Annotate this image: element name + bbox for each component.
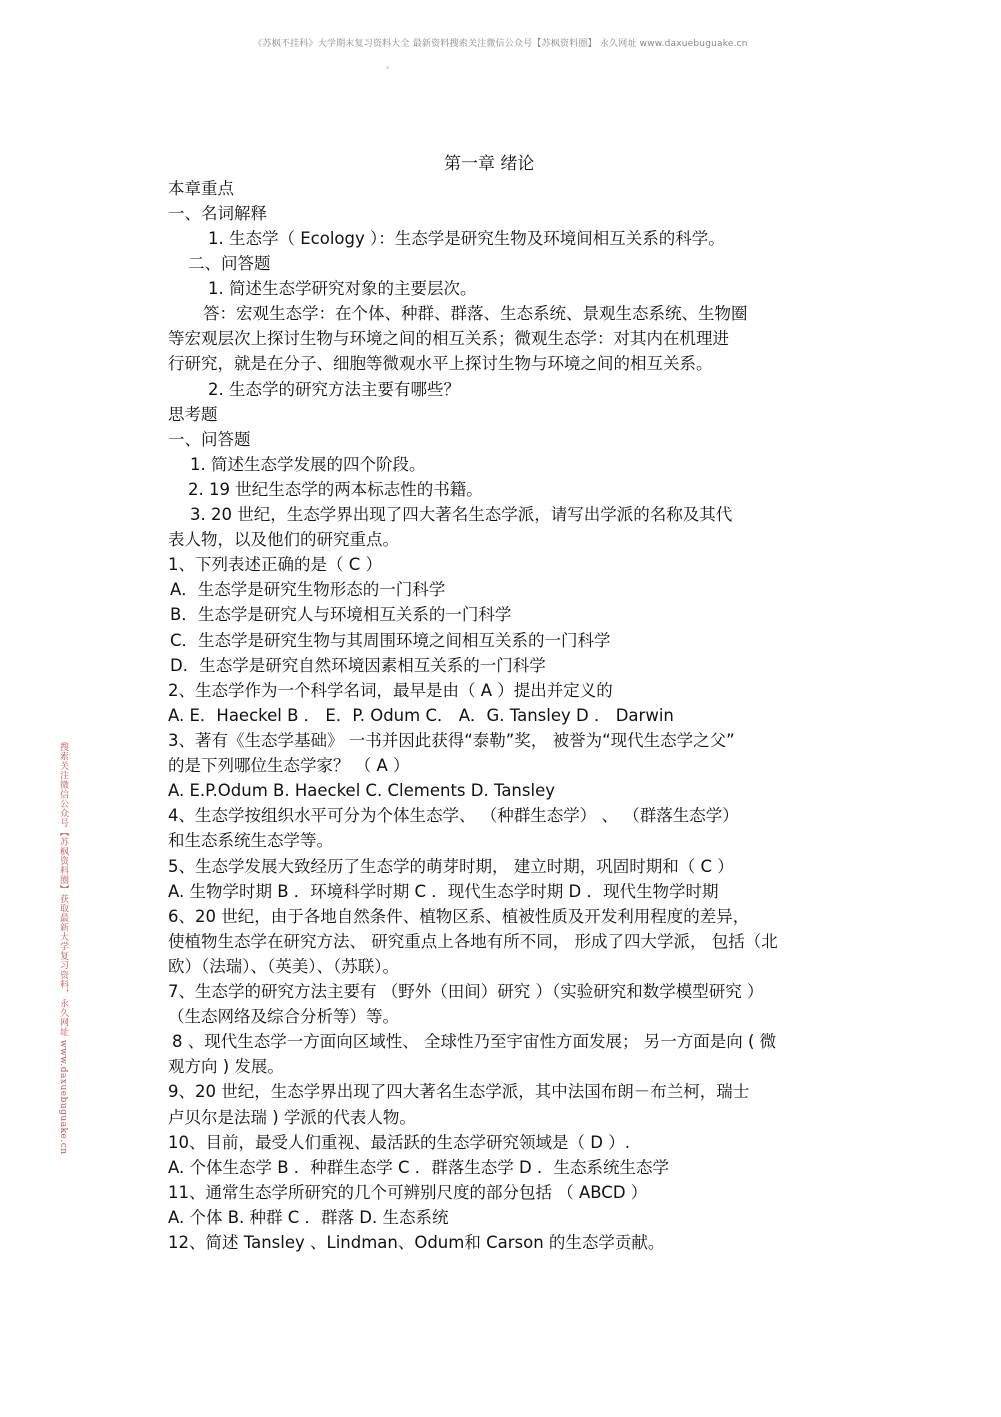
option-line: A. 生物学时期 B ．环境科学时期 C ．现代生态学时期 D ．现代生物学时期 [168,882,719,901]
text-line: 3. 20 世纪，生态学界出现了四大著名生态学派，请写出学派的名称及其代 [190,505,733,524]
subsection-heading: 一、名词解释 [168,204,267,223]
question-line: 7、生态学的研究方法主要有 （野外（田间）研究 ）（实验研究和数学模型研究 ） [168,982,764,1001]
question-line: （生态网络及综合分析等）等。 [168,1007,399,1026]
question-line: 2、生态学作为一个科学名词，最早是由（ A ）提出并定义的 [168,681,613,700]
question-line: 10、目前，最受人们重视、最活跃的生态学研究领域是（ D ）. [168,1133,630,1152]
question-line: 4、生态学按组织水平可分为个体生态学、 （种群生态学） 、 （群落生态学） [168,806,739,825]
question-line: 11、通常生态学所研究的几个可辨别尺度的部分包括 （ ABCD ） [168,1183,648,1202]
text-line: 1. 简述生态学发展的四个阶段。 [190,455,426,474]
option-line: B．生态学是研究人与环境相互关系的一门科学 [170,605,512,624]
option-line: A. E.P.Odum B. Haeckel C. Clements D. Tansley [168,781,555,800]
chapter-title: 第一章 绪论 [444,154,535,174]
text-line: 表人物，以及他们的研究重点。 [168,530,399,549]
side-watermark: 搜索关注微信公众号【苏枫资料圈】获取最新大学复习资料，永久网址 www.daxuebuguake.cn [58,742,68,1155]
text-line: 2. 19 世纪生态学的两本标志性的书籍。 [188,480,483,499]
subsection-heading: 二、问答题 [188,254,271,273]
question-line: 的是下列哪位生态学家？ （ A ） [168,756,410,775]
question-line: 使植物生态学在研究方法、 研究重点上各地有所不同， 形成了四大学派， 包括（北 [168,932,778,951]
question-line: 3、著有《生态学基础》 一书并因此获得“泰勒”奖， 被誉为“现代生态学之父” [168,731,735,750]
question-line: 5、生态学发展大致经历了生态学的萌芽时期， 建立时期，巩固时期和（ C ） [168,857,734,876]
question-line: 8 、现代生态学一方面向区域性、 全球性乃至宇宙性方面发展； 另一方面是向 ( 微 [172,1032,777,1051]
option-line: D．生态学是研究自然环境因素相互关系的一门科学 [170,656,546,675]
question-line: 观方向 ) 发展。 [168,1057,284,1076]
option-line: A. 个体生态学 B ．种群生态学 C ．群落生态学 D ．生态系统生态学 [168,1158,670,1177]
option-line: A. 个体 B. 种群 C ．群落 D. 生态系统 [168,1208,449,1227]
option-line: C．生态学是研究生物与其周围环境之间相互关系的一门科学 [170,631,611,650]
text-line: 答：宏观生态学：在个体、种群、群落、生态系统、景观生态系统、生物圈 [203,304,748,323]
section-heading: 思考题 [168,405,218,424]
page-header: 《苏枫不挂科》大学期末复习资料大全 最新资料搜索关注微信公众号【苏枫资料圈】 永久网址 www.daxuebuguake.cn [253,39,748,49]
text-line: 行研究，就是在分子、细胞等微观水平上探讨生物与环境之间的相互关系。 [168,354,713,373]
subsection-heading: 一、问答题 [168,430,251,449]
question-line: 6、20 世纪，由于各地自然条件、植物区系、植被性质及开发利用程度的差异， [168,907,750,926]
question-line: 欧）（法瑞）、（英美）、（苏联）。 [168,957,399,976]
section-heading: 本章重点 [168,179,234,198]
question-line: 9、20 世纪，生态学界出现了四大著名生态学派，其中法国布朗－布兰柯，瑞士 [168,1082,750,1101]
question-line: 和生态系统生态学等。 [168,831,333,850]
question-line: 卢贝尔是法瑞 ) 学派的代表人物。 [168,1108,416,1127]
text-line: 2. 生态学的研究方法主要有哪些？ [208,380,460,399]
option-line: A．生态学是研究生物形态的一门科学 [170,580,446,599]
text-line: 1. 简述生态学研究对象的主要层次。 [208,279,477,298]
option-line: A. E．Haeckel B ． E．P. Odum C． A．G. Tansley D ． Darwin [168,706,674,725]
question-line: 1、下列表述正确的是（ C ） [168,555,383,574]
question-line: 12、简述 Tansley 、Lindman、Odum和 Carson 的生态学贡献。 [168,1233,665,1252]
text-line: 等宏观层次上探讨生物与环境之间的相互关系；微观生态学：对其内在机理进 [168,329,729,348]
header-dot: 。 [386,61,396,71]
text-line: 1. 生态学（ Ecology ）：生态学是研究生物及环境间相互关系的科学。 [208,229,725,248]
